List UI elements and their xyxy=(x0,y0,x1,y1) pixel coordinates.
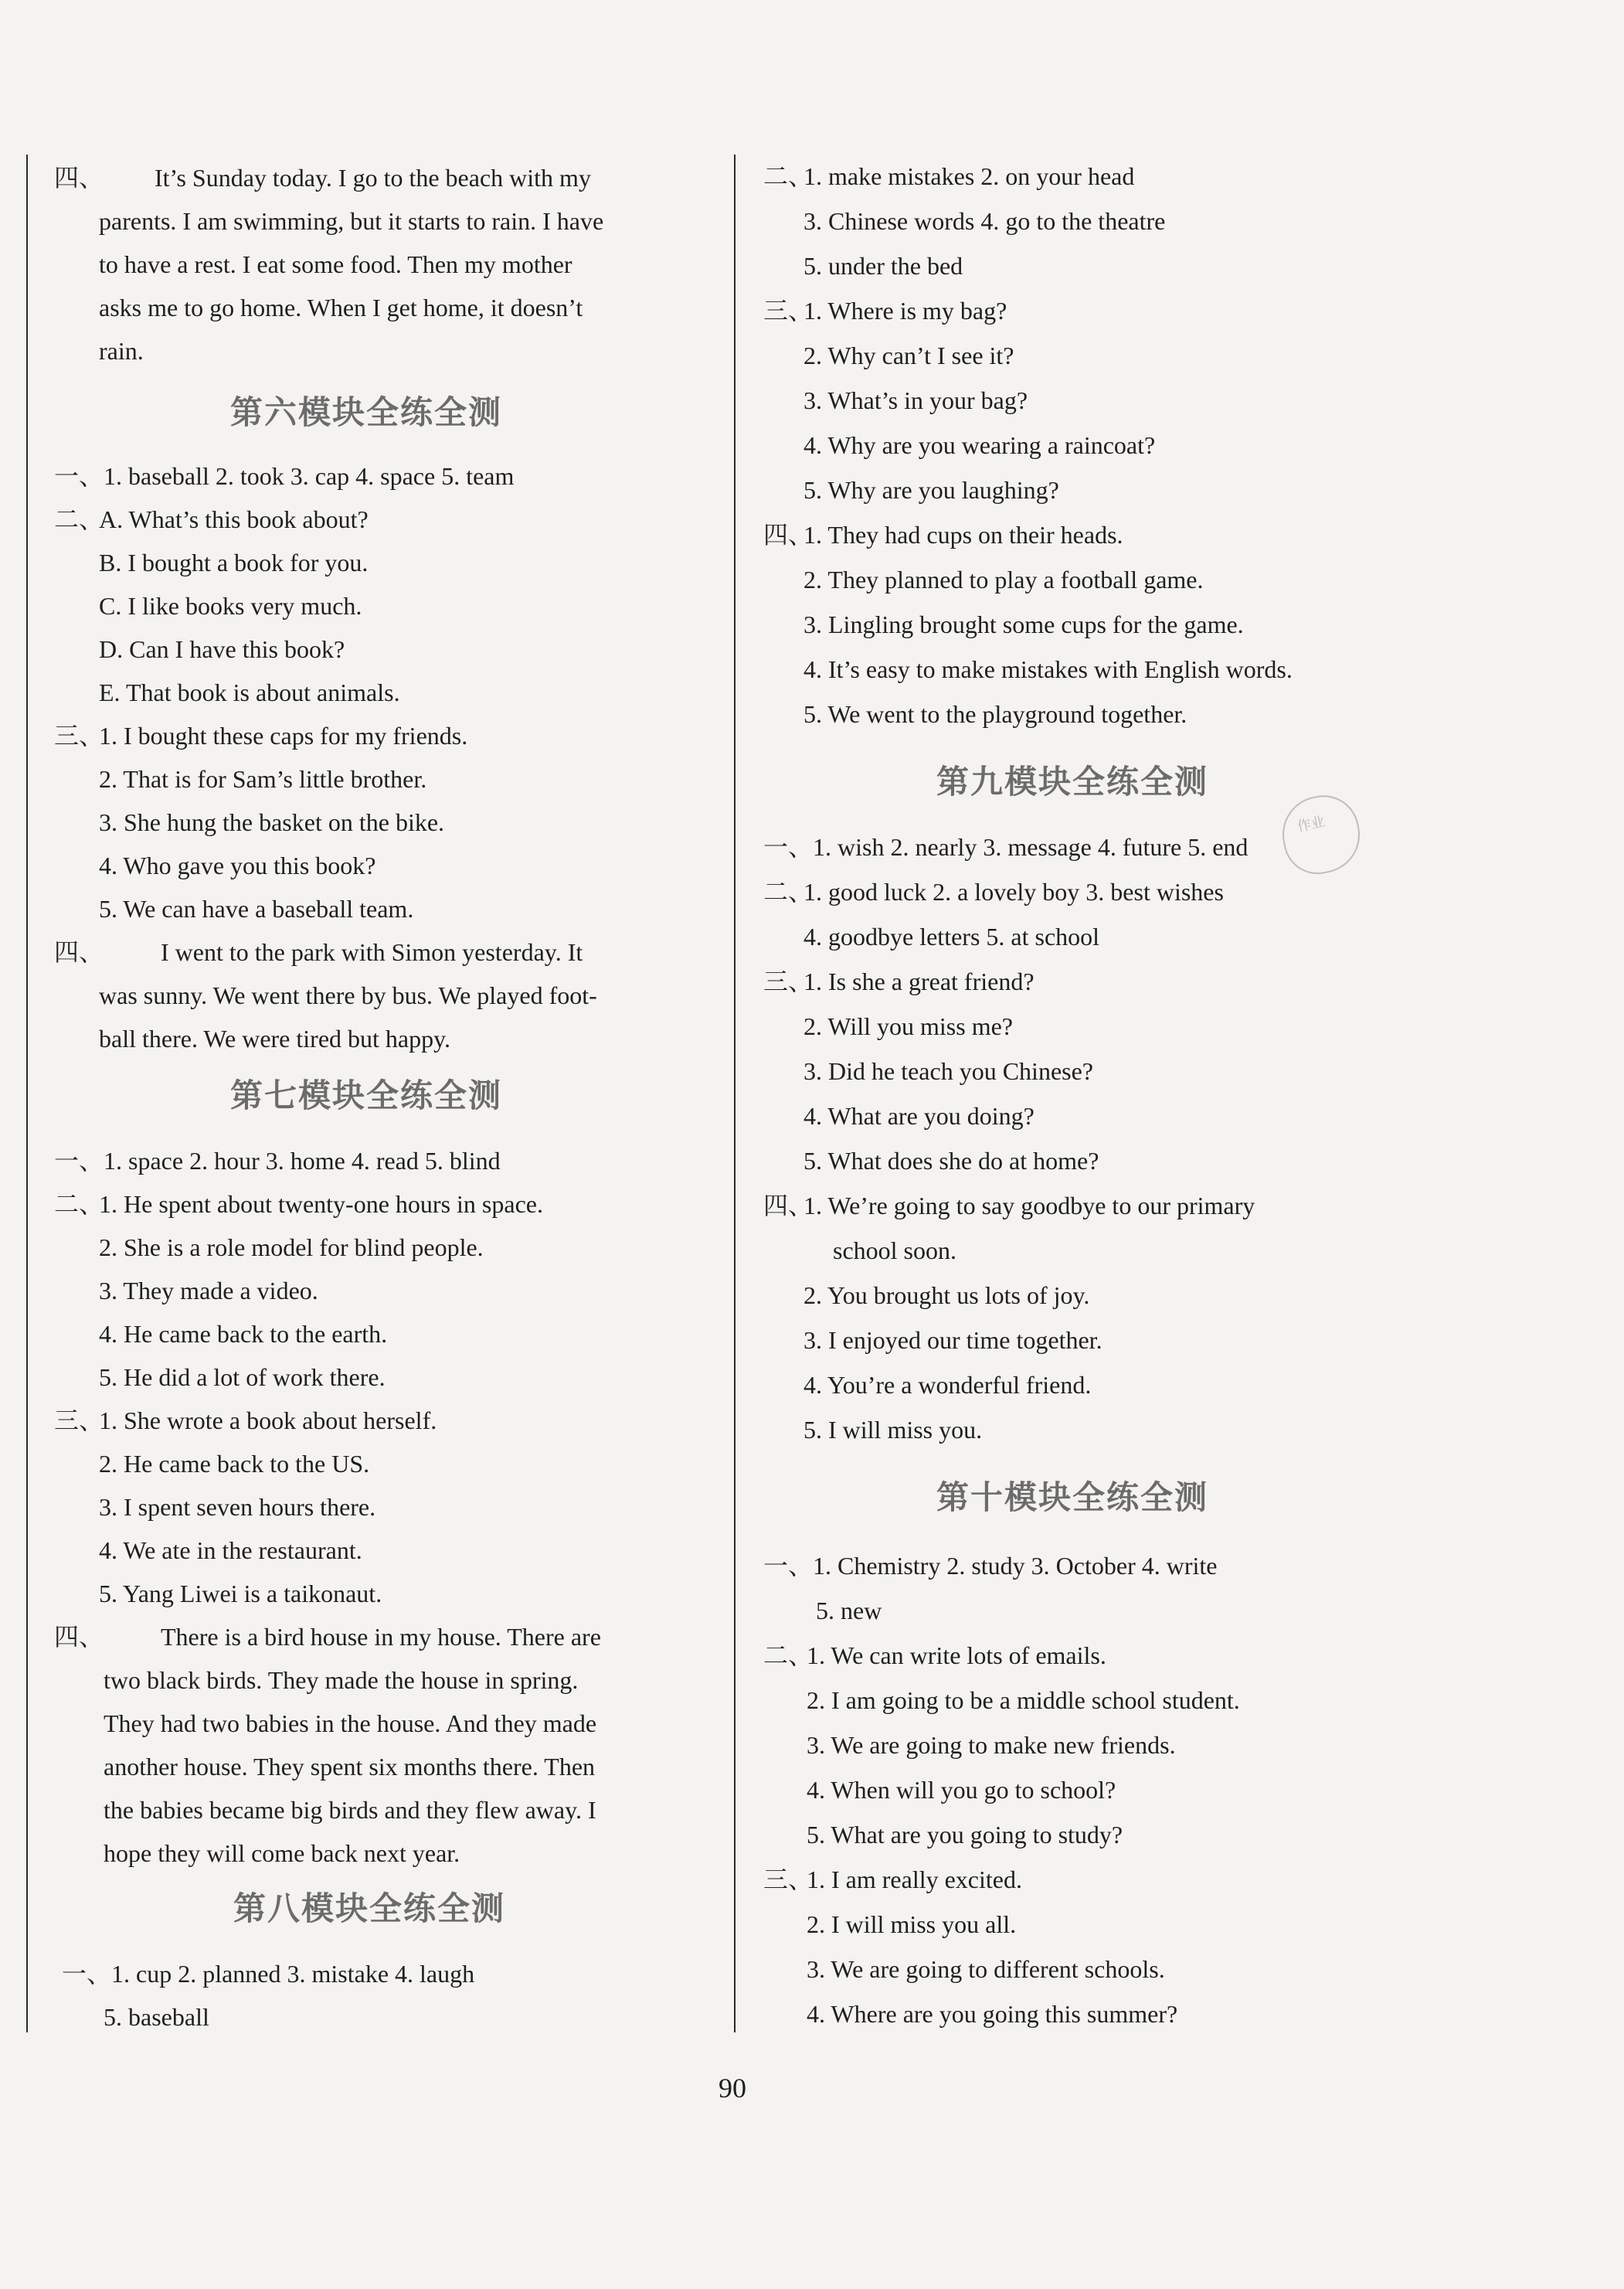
m10-q2-3: 3. We are going to make new friends. xyxy=(807,1731,1176,1759)
m9-q4-5: 5. I will miss you. xyxy=(804,1416,983,1444)
m7-q2-3: 3. They made a video. xyxy=(99,1277,318,1304)
module-8-title: 第八模块全练全测 xyxy=(233,1889,506,1927)
m9-q2-line-2: 4. goodbye letters 5. at school xyxy=(804,923,1100,951)
m6-q3-3: 3. She hung the basket on the bike. xyxy=(99,808,445,836)
m9-q3-label: 三、 xyxy=(763,968,814,995)
module-9-title: 第九模块全练全测 xyxy=(936,763,1209,801)
m8-q3-3: 3. What’s in your bag? xyxy=(804,386,1028,414)
m9-q3-1: 1. Is she a great friend? xyxy=(804,968,1035,995)
m8-q4-3: 3. Lingling brought some cups for the game. xyxy=(804,611,1244,638)
left-margin-rule xyxy=(26,155,28,2032)
page-number: 90 xyxy=(719,2073,746,2104)
m7-q4-line-5: the babies became big birds and they flew away. I xyxy=(104,1796,596,1824)
m10-q1-line-2: 5. new xyxy=(816,1597,882,1624)
m9-q1: 一、1. wish 2. nearly 3. message 4. future 5. end xyxy=(763,833,1249,861)
m10-q2-4: 4. When will you go to school? xyxy=(807,1776,1116,1804)
m6-q4-line-2: was sunny. We went there by bus. We played foot- xyxy=(99,981,597,1009)
m8-q2-line-2: 3. Chinese words 4. go to the theatre xyxy=(804,207,1166,235)
m8-q2-line-1: 1. make mistakes 2. on your head xyxy=(804,162,1135,190)
m9-q4-label: 四、 xyxy=(763,1192,814,1219)
m8-q1-line-1: 一、1. cup 2. planned 3. mistake 4. laugh xyxy=(62,1960,475,1988)
column-divider xyxy=(734,155,736,2032)
m8-q3-5: 5. Why are you laughing? xyxy=(804,476,1059,504)
m9-q3-4: 4. What are you doing? xyxy=(804,1102,1035,1130)
module-6-title: 第六模块全练全测 xyxy=(230,393,503,431)
m7-q3-5: 5. Yang Liwei is a taikonaut. xyxy=(99,1580,382,1607)
m5-q4-line-3: to have a rest. I eat some food. Then my mother xyxy=(99,250,572,278)
stamp-label: 作业 xyxy=(1296,813,1327,835)
m7-q2-2: 2. She is a role model for blind people. xyxy=(99,1233,484,1261)
m5-q4-line-5: rain. xyxy=(99,337,144,365)
m7-q3-label: 三、 xyxy=(54,1406,104,1434)
m10-q1-line-1: 一、1. Chemistry 2. study 3. October 4. write xyxy=(763,1552,1218,1580)
m6-q2-d: D. Can I have this book? xyxy=(99,635,345,663)
m9-q2-label: 二、 xyxy=(763,878,814,906)
m9-q3-2: 2. Will you miss me? xyxy=(804,1012,1013,1040)
m8-q3-4: 4. Why are you wearing a raincoat? xyxy=(804,431,1156,459)
m10-q2-label: 二、 xyxy=(763,1641,814,1669)
m6-q3-4: 4. Who gave you this book? xyxy=(99,852,376,879)
m8-q1-line-2: 5. baseball xyxy=(104,2003,209,2031)
m6-q2-b: B. I bought a book for you. xyxy=(99,549,369,577)
m9-q2-line-1: 1. good luck 2. a lovely boy 3. best wishes xyxy=(804,878,1224,906)
m10-q3-1: 1. I am really excited. xyxy=(807,1866,1022,1893)
m8-q2-line-3: 5. under the bed xyxy=(804,252,963,280)
m6-q3-2: 2. That is for Sam’s little brother. xyxy=(99,765,427,793)
m7-q1: 一、1. space 2. hour 3. home 4. read 5. blind xyxy=(54,1147,501,1175)
m6-q3-5: 5. We can have a baseball team. xyxy=(99,895,414,923)
m6-q3-1: 1. I bought these caps for my friends. xyxy=(99,722,468,750)
m9-q4-1a: 1. We’re going to say goodbye to our primary xyxy=(804,1192,1255,1219)
m5-q4-line-4: asks me to go home. When I get home, it doesn’t xyxy=(99,294,583,321)
m10-q3-3: 3. We are going to different schools. xyxy=(807,1955,1165,1983)
m8-q3-2: 2. Why can’t I see it? xyxy=(804,342,1014,369)
m9-q4-4: 4. You’re a wonderful friend. xyxy=(804,1371,1092,1399)
m7-q3-2: 2. He came back to the US. xyxy=(99,1450,370,1478)
m7-q4-line-4: another house. They spent six months there. Then xyxy=(104,1753,596,1781)
m6-q2-label: 二、 xyxy=(54,505,104,533)
m10-q2-5: 5. What are you going to study? xyxy=(807,1821,1123,1849)
m9-q4-1b: school soon. xyxy=(833,1236,956,1264)
m7-q4-line-2: two black birds. They made the house in spring. xyxy=(104,1666,579,1694)
m8-q3-1: 1. Where is my bag? xyxy=(804,297,1007,325)
m10-q3-2: 2. I will miss you all. xyxy=(807,1910,1017,1938)
m6-q4-line-3: ball there. We were tired but happy. xyxy=(99,1025,451,1053)
m7-q3-4: 4. We ate in the restaurant. xyxy=(99,1536,362,1564)
m6-q2-e: E. That book is about animals. xyxy=(99,679,400,706)
module-7-title: 第七模块全练全测 xyxy=(230,1076,503,1114)
m7-q4-line-3: They had two babies in the house. And they made xyxy=(104,1709,597,1737)
m7-q4-label: 四、 xyxy=(54,1623,104,1651)
m8-q4-label: 四、 xyxy=(763,521,814,549)
m5-q4-line-1: It’s Sunday today. I go to the beach with my xyxy=(155,164,591,192)
m5-q4-label: 四、 xyxy=(54,164,104,192)
m6-q1: 一、1. baseball 2. took 3. cap 4. space 5. team xyxy=(54,462,515,490)
m7-q4-line-1: There is a bird house in my house. There are xyxy=(161,1623,601,1651)
homework-stamp xyxy=(1276,789,1367,881)
m8-q4-2: 2. They planned to play a football game. xyxy=(804,566,1204,594)
m6-q3-label: 三、 xyxy=(54,722,104,750)
m8-q3-label: 三、 xyxy=(763,297,814,325)
module-10-title: 第十模块全练全测 xyxy=(936,1478,1209,1516)
m10-q2-1: 1. We can write lots of emails. xyxy=(807,1641,1106,1669)
m6-q2-c: C. I like books very much. xyxy=(99,592,362,620)
m8-q2-label: 二、 xyxy=(763,162,814,190)
m6-q4-line-1: I went to the park with Simon yesterday. It xyxy=(161,938,583,966)
m8-q4-5: 5. We went to the playground together. xyxy=(804,700,1187,728)
m7-q2-label: 二、 xyxy=(54,1190,104,1218)
m7-q3-1: 1. She wrote a book about herself. xyxy=(99,1406,437,1434)
m9-q3-3: 3. Did he teach you Chinese? xyxy=(804,1057,1093,1085)
m9-q4-2: 2. You brought us lots of joy. xyxy=(804,1281,1090,1309)
m6-q2-a: A. What’s this book about? xyxy=(99,505,369,533)
m9-q4-3: 3. I enjoyed our time together. xyxy=(804,1326,1102,1354)
m7-q2-4: 4. He came back to the earth. xyxy=(99,1320,388,1348)
m9-q3-5: 5. What does she do at home? xyxy=(804,1147,1099,1175)
m10-q3-4: 4. Where are you going this summer? xyxy=(807,2000,1178,2028)
m7-q4-line-6: hope they will come back next year. xyxy=(104,1839,460,1867)
m6-q4-label: 四、 xyxy=(54,938,104,966)
m7-q2-5: 5. He did a lot of work there. xyxy=(99,1363,386,1391)
m5-q4-line-2: parents. I am swimming, but it starts to rain. I have xyxy=(99,207,604,235)
m7-q3-3: 3. I spent seven hours there. xyxy=(99,1493,376,1521)
m10-q2-2: 2. I am going to be a middle school student. xyxy=(807,1686,1240,1714)
m8-q4-4: 4. It’s easy to make mistakes with English words. xyxy=(804,655,1293,683)
m10-q3-label: 三、 xyxy=(763,1866,814,1893)
m7-q2-1: 1. He spent about twenty-one hours in space. xyxy=(99,1190,543,1218)
m8-q4-1: 1. They had cups on their heads. xyxy=(804,521,1123,549)
